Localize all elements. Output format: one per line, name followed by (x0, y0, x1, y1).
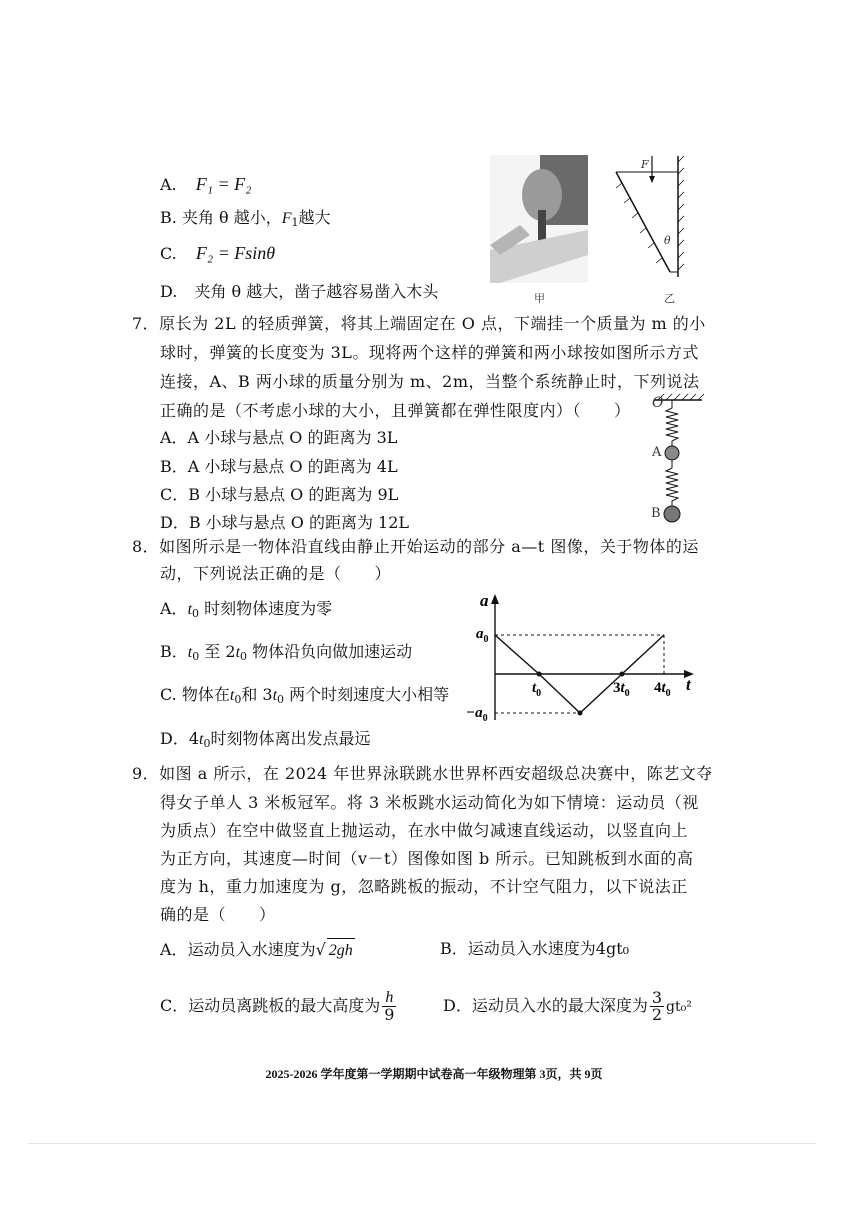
q6-option-d-text: 夹角 θ 越大，凿子越容易凿入木头 (194, 282, 439, 301)
q9-option-a-letter: A． (160, 940, 188, 959)
q9-option-a: A．运动员入水速度为√ 2gh (160, 938, 355, 962)
q6-option-b-post: 越大 (298, 208, 331, 227)
q7-stem-line3: 连接，A、B 两小球的质量分别为 m、2m，当整个系统静止时，下列说法 (160, 372, 700, 391)
q9-option-b (440, 938, 629, 960)
spring-pivot-o-label: O (652, 395, 664, 411)
wedge-diagram (612, 152, 692, 282)
q9-stem-line1: 9．如图 a 所示，在 2024 年世界泳联跳水世界杯西安超级总决赛中，陈艺文夺 (132, 764, 713, 783)
q8-option-d-letter: D． (160, 729, 189, 748)
graph-a0-label: $a_0$ (476, 626, 489, 645)
q8-option-c-mid: 和 3 (241, 685, 273, 704)
q7-option-d: D．B 小球与悬点 O 的距离为 12L (160, 513, 410, 532)
q8-option-d-sub: 0 (203, 737, 211, 750)
q8-option-a-post: 时刻物体速度为零 (199, 599, 333, 618)
q9-stem-line3: 为质点）在空中做竖直上抛运动，在水中做匀减速直线运动，以竖直向上 (160, 821, 689, 840)
q8-option-a-var: t (187, 601, 193, 618)
q9-stem-line5: 度为 h，重力加速度为 g，忽略跳板的振动，不计空气阻力，以下说法正 (160, 877, 688, 896)
q7-option-b: B．A 小球与悬点 O 的距离为 4L (160, 457, 398, 476)
q7-stem-line4: 正确的是（不考虑小球的大小，且弹簧都在弹性限度内）（ ） (160, 401, 631, 420)
q8-option-a (160, 598, 332, 625)
q6-option-b-sub: 1 (291, 216, 299, 229)
q9-option-d-tail: gt₀² (666, 999, 692, 1015)
q9-option-d (443, 990, 692, 1023)
q8-option-c (160, 684, 449, 711)
q6-option-a (160, 173, 251, 196)
q8-option-b-var: t (187, 644, 193, 661)
wedge-theta-label: θ (664, 234, 671, 247)
q9-option-c-numerator: h (382, 990, 396, 1007)
ball-a-label: A (652, 445, 662, 460)
q9-option-b-value: 4gt₀ (595, 939, 630, 958)
q8-option-c-sub2: 0 (277, 693, 285, 706)
graph-neg-a0-label: $-a_0$ (466, 705, 488, 724)
ball-b-label: B (651, 506, 661, 521)
q9-option-d-fraction (650, 990, 664, 1023)
q7-option-a: A．A 小球与悬点 O 的距离为 3L (160, 428, 398, 447)
q8-option-b-sub2: 0 (240, 650, 248, 663)
q8-option-c-pre: 物体在 (176, 685, 230, 704)
figure-yi-caption: 乙 (664, 292, 675, 305)
q9-option-d-text: 运动员入水的最大深度为 (471, 996, 648, 1015)
q9-option-c-letter: C． (160, 996, 189, 1015)
q9-option-d-letter: D． (443, 996, 472, 1015)
figure-jia-caption: 甲 (534, 292, 545, 305)
q9-option-a-text: 运动员入水速度为 (187, 940, 316, 959)
q8-option-a-letter: A． (160, 599, 188, 618)
spring-diagram (640, 392, 704, 526)
bottom-divider (28, 1143, 816, 1144)
q9-stem-line2: 得女子单人 3 米板冠军。将 3 米板跳水运动简化为如下情境：运动员（视 (160, 793, 699, 812)
graph-4t0-label: $4t_0$ (654, 680, 671, 699)
q6-option-c-text: F₂ = Fsinθ (195, 243, 276, 263)
q6-option-d-letter: D. (160, 282, 178, 301)
q7-stem-line1: 7．原长为 2L 的轻质弹簧，将其上端固定在 O 点，下端挂一个质量为 m 的小 (132, 314, 706, 333)
wedge-force-label: F (641, 158, 649, 171)
chisel-photo (490, 155, 588, 283)
q8-option-b-sub: 0 (192, 650, 200, 663)
q6-option-a-letter: A. (160, 175, 177, 194)
graph-y-label: a (480, 591, 489, 610)
q8-option-d-var: t (199, 731, 204, 748)
graph-x-label: t (686, 675, 691, 694)
q8-option-a-sub: 0 (192, 607, 200, 620)
q8-stem-line2: 动，下列说法正确的是（ ） (160, 564, 392, 583)
q9-option-b-text: 运动员入水速度为 (467, 939, 596, 958)
q6-option-d (160, 281, 438, 303)
page-footer: 2025-2026 学年度第一学期期中试卷高一年级物理第 3页，共 9页 (265, 1067, 603, 1081)
q8-option-b-letter: B． (160, 642, 188, 661)
q8-option-b-var2: t (235, 644, 241, 661)
q9-option-c-denominator: 9 (384, 1005, 395, 1024)
acceleration-time-graph (460, 590, 700, 730)
q6-option-b-letter: B. (160, 208, 177, 227)
q8-option-c-letter: C. (160, 685, 177, 704)
q8-option-b-post: 物体沿负向做加速运动 (247, 642, 413, 661)
q8-option-d-pre: 4 (188, 729, 200, 748)
q6-option-b-var: F (281, 210, 292, 227)
graph-t0-label: $t_0$ (532, 680, 542, 699)
graph-y-arrow (491, 594, 499, 604)
graph-point-t0 (537, 672, 542, 677)
q6-option-a-text: F₁ = F₂ (195, 174, 252, 194)
graph-3t0-label: $3t_0$ (613, 680, 630, 699)
q8-option-d (160, 728, 371, 755)
q9-option-c-text: 运动员离跳板的最大高度为 (188, 996, 381, 1015)
q7-stem-line2: 球时，弹簧的长度变为 3L。现将两个这样的弹簧和两小球按如图所示方式 (160, 343, 699, 362)
q9-option-c (160, 990, 398, 1023)
q9-option-d-numerator: 3 (651, 988, 663, 1007)
q9-option-c-fraction (382, 990, 396, 1023)
q8-option-c-var2: t (272, 687, 278, 704)
q8-option-c-post: 两个时刻速度大小相等 (284, 685, 450, 704)
graph-point-3t0 (620, 672, 625, 677)
q7-option-c: C．B 小球与悬点 O 的距离为 9L (160, 485, 399, 504)
q8-option-b (160, 641, 412, 668)
graph-point-min (578, 711, 583, 716)
q9-option-b-letter: B． (440, 939, 468, 958)
q9-option-d-denominator: 2 (651, 1005, 663, 1024)
q8-stem-line1: 8．如图所示是一物体沿直线由静止开始运动的部分 a—t 图像，关于物体的运 (132, 537, 699, 556)
q6-option-c (160, 242, 275, 265)
q9-stem-line4: 为正方向，其速度—时间（v－t）图像如图 b 所示。已知跳板到水面的高 (160, 849, 694, 868)
q8-option-c-sub: 0 (234, 693, 242, 706)
q6-option-b-pre: 夹角 θ 越小， (181, 208, 282, 227)
q8-option-b-mid: 至 2 (199, 642, 236, 661)
q6-option-b (160, 207, 331, 234)
q6-option-c-letter: C. (160, 244, 177, 263)
q8-option-c-var: t (229, 687, 235, 704)
q9-stem-line6: 确的是（ ） (160, 905, 276, 924)
q8-option-d-post: 时刻物体离出发点最远 (210, 729, 371, 748)
q9-option-a-radicand: 2gh (328, 942, 353, 959)
